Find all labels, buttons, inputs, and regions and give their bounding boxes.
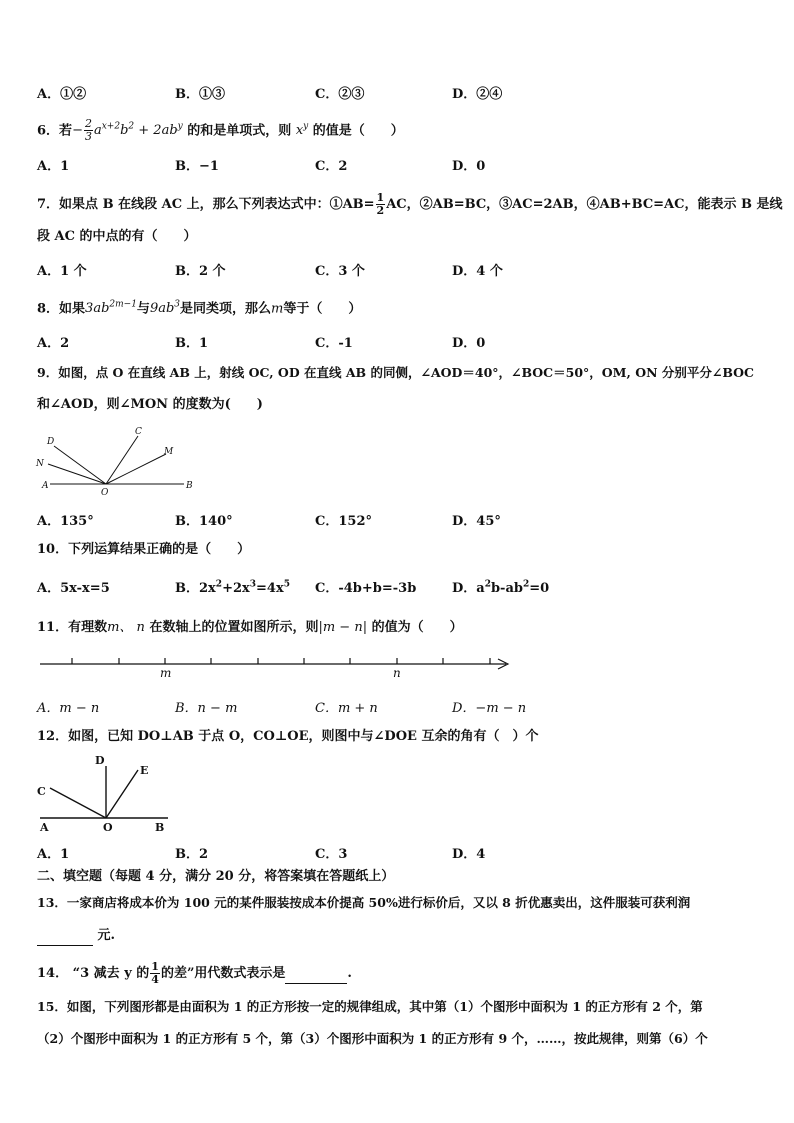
q12-option-d[interactable]: D．4 — [452, 847, 486, 862]
q6-option-a[interactable]: A．1 — [37, 159, 70, 174]
q7-post: AC，②AB=BC，③AC=2AB，④AB+BC=AC，能表示 B 是线 — [386, 197, 783, 212]
q11-mid: 在数轴上的位置如图所示，则 — [144, 620, 319, 635]
q6-x: x — [295, 123, 304, 139]
q7-option-c[interactable]: C．3 个 — [315, 264, 365, 279]
q7-frac-den: 2 — [376, 204, 385, 217]
q8-t1: 3ab — [85, 301, 110, 317]
q8-pre: 8．如果 — [37, 301, 86, 317]
q10-option-b[interactable] — [175, 577, 290, 596]
q6-xy — [296, 123, 308, 138]
q11-number-line — [36, 650, 514, 682]
q7-question-line1 — [37, 191, 783, 217]
q8-option-d[interactable]: D．0 — [452, 336, 486, 351]
q6-xy-exp: y — [303, 122, 309, 132]
q10-b-pre: B．2x — [175, 581, 216, 596]
q9-option-b[interactable]: B．140° — [175, 514, 233, 529]
q15-question-line2: （2）个图形中面积为 1 的正方形有 5 个，第（3）个图形中面积为 1 的正方形有 9 个，……，按此规律，则第（6）个 — [37, 1031, 708, 1046]
q7-question-line2: 段 AC 的中点的有（ ） — [37, 229, 197, 244]
q12-ray-oe — [106, 770, 138, 818]
q8-t2: 9ab — [149, 301, 175, 317]
q7-pre: 7．如果点 B 在线段 AC 上，那么下列表达式中：①AB= — [37, 197, 375, 212]
q6-sign: − — [72, 123, 83, 139]
q9-figure — [34, 422, 204, 498]
q12-label-a: A — [40, 821, 49, 834]
q12-label-b: B — [155, 821, 165, 834]
q10-option-c[interactable]: C．-4b+b=-3b — [315, 581, 417, 596]
q11-option-c[interactable]: C．m + n — [315, 701, 378, 716]
q11-pre: 11．有理数 — [37, 620, 108, 635]
q9-option-a[interactable]: A．135° — [37, 514, 94, 529]
q9-option-c[interactable]: C．152° — [315, 514, 372, 529]
q5-option-a[interactable]: A．①② — [37, 87, 87, 102]
q11-question — [37, 619, 764, 637]
q8-term2 — [150, 301, 180, 316]
q8-post: 等于（ ） — [283, 301, 362, 317]
q10-d-post: =0 — [529, 581, 550, 596]
q7-options — [37, 260, 737, 278]
q12-figure — [34, 750, 174, 836]
q8-t1-exp: 2m−1 — [109, 300, 137, 310]
q5-option-c[interactable]: C．②③ — [315, 87, 365, 102]
q11-options — [37, 697, 737, 715]
q8-mid2: 是同类项，那么 — [180, 301, 272, 317]
q10-b-e1: 2 — [215, 579, 223, 590]
q11-post: 的值为（ ） — [367, 620, 463, 635]
q9-label-c: C — [135, 427, 142, 437]
q10-b-e3: 5 — [283, 579, 290, 590]
q9-ray-oc — [106, 436, 138, 484]
q12-question: 12．如图，已知 DO⊥AB 于点 O，CO⊥OE，则图中与∠DOE 互余的角有（ ）个 — [37, 729, 539, 744]
q7-fraction — [376, 192, 386, 217]
q6-exp-y: y — [177, 122, 183, 132]
q9-question-line1: 9．如图，点 O 在直线 AB 上，射线 OC, OD 在直线 AB 的同侧，∠AOD＝40°，∠BOC＝50°，OM, ON 分别平分∠BOC — [37, 365, 754, 380]
q8-var-m: m — [271, 301, 284, 317]
q6-question — [37, 118, 764, 143]
q6-number: 6． — [37, 123, 60, 139]
section2-title: 二、填空题（每题 4 分，满分 20 分，将答案填在答题纸上） — [37, 869, 395, 884]
q11-label-m: m — [160, 666, 172, 680]
q6-pre: 若 — [59, 123, 73, 139]
q12-option-c[interactable]: C．3 — [315, 847, 348, 862]
q6-expression — [72, 117, 183, 144]
q10-option-d[interactable] — [452, 577, 549, 596]
q14-frac-num: 1 — [151, 960, 159, 973]
q12-options — [37, 843, 737, 861]
q8-options — [37, 332, 737, 350]
q6-mid: 的和是单项式，则 — [182, 123, 296, 139]
q13-question-line1: 13．一家商店将成本价为 100 元的某件服装按成本价提高 50%进行标价后，又以 8 折优惠卖出，这件服装可获利润 — [37, 895, 691, 910]
q12-label-d: D — [95, 754, 105, 767]
q14-fraction — [150, 961, 160, 986]
q12-option-b[interactable]: B．2 — [175, 847, 209, 862]
q6-option-b[interactable]: B．−1 — [175, 159, 219, 174]
q9-question-line2: 和∠AOD，则∠MON 的度数为( ) — [37, 397, 263, 412]
q6-options — [37, 155, 737, 173]
q5-option-b[interactable]: B．①③ — [175, 87, 225, 102]
q14-end: . — [347, 966, 352, 981]
q6-base-b: b — [120, 123, 129, 139]
q11-label-n: n — [393, 666, 401, 680]
q14-frac-den: 4 — [151, 973, 159, 986]
q8-question — [37, 296, 764, 318]
q6-base-a: a — [93, 123, 102, 139]
q10-b-mid: +2x — [222, 581, 250, 596]
q8-option-b[interactable]: B．1 — [175, 336, 209, 351]
q7-option-d[interactable]: D．4 个 — [452, 264, 503, 279]
q8-mid: 与 — [136, 301, 150, 317]
q9-label-m: M — [164, 447, 174, 457]
q9-label-a: A — [42, 481, 49, 491]
q8-option-a[interactable]: A．2 — [37, 336, 70, 351]
q11-option-a[interactable]: A．m − n — [37, 701, 100, 716]
q6-frac-num: 2 — [84, 117, 92, 131]
q9-label-o: O — [101, 488, 109, 498]
q5-options — [37, 83, 737, 101]
q14-post: 的差”用代数式表示是 — [160, 966, 286, 981]
q10-d-pre: D．a — [452, 581, 485, 596]
q10-b-mid2: =4x — [256, 581, 284, 596]
q13-unit: 元. — [93, 928, 116, 943]
q10-b-e2: 3 — [249, 579, 257, 590]
q9-option-d[interactable]: D．45° — [452, 514, 501, 529]
q10-d-e1: 2 — [484, 579, 491, 590]
q12-label-o: O — [103, 821, 113, 834]
q7-option-a[interactable]: A．1 个 — [37, 264, 87, 279]
q8-option-c[interactable]: C．-1 — [315, 336, 353, 351]
q10-option-a[interactable]: A．5x-x=5 — [37, 581, 110, 596]
q9-ray-od — [54, 446, 106, 484]
q9-label-d: D — [47, 437, 55, 447]
q6-frac-den: 3 — [84, 130, 92, 144]
q6-exp-2: 2 — [128, 122, 135, 132]
q12-ray-oc — [50, 788, 106, 818]
q13-answer-blank[interactable] — [37, 927, 93, 946]
q10-d-mid: b-ab — [490, 581, 523, 596]
q6-post: 的值是（ ） — [308, 123, 404, 139]
q6-plus-term: + 2ab — [134, 123, 178, 139]
q7-frac-num: 1 — [376, 191, 385, 204]
q5-option-d[interactable]: D．②④ — [452, 87, 503, 102]
q11-abs: |m − n| — [318, 620, 368, 635]
q9-label-n: N — [36, 459, 44, 469]
q12-option-a[interactable]: A．1 — [37, 847, 70, 862]
q6-exp-x2: x+2 — [101, 122, 121, 132]
q9-ray-om — [106, 454, 166, 484]
q8-t2-exp: 3 — [174, 300, 181, 310]
q13-question-line2 — [37, 927, 764, 946]
q11-option-d[interactable]: D．−m − n — [452, 701, 527, 716]
q12-label-c: C — [37, 785, 46, 798]
q10-d-e2: 2 — [522, 579, 530, 590]
q14-question — [37, 961, 764, 986]
q12-label-e: E — [140, 764, 149, 777]
q14-pre: 14． “3 减去 y 的 — [37, 966, 150, 981]
q9-ray-on — [48, 464, 106, 484]
q11-vars: m、 n — [107, 620, 145, 635]
q9-label-b: B — [186, 481, 193, 491]
q6-fraction — [84, 118, 93, 143]
q9-options — [37, 510, 737, 528]
q14-answer-blank[interactable] — [285, 965, 347, 984]
q6-option-c[interactable]: C．2 — [315, 159, 348, 174]
q8-term1 — [85, 301, 137, 316]
q6-option-d[interactable]: D．0 — [452, 159, 486, 174]
q11-option-b[interactable]: B．n − m — [175, 701, 238, 716]
q10-question: 10．下列运算结果正确的是（ ） — [37, 542, 251, 557]
q7-option-b[interactable]: B．2 个 — [175, 264, 226, 279]
q15-question-line1: 15．如图，下列图形都是由面积为 1 的正方形按一定的规律组成，其中第（1）个图形中面积为 1 的正方形有 2 个，第 — [37, 999, 703, 1014]
q10-options — [37, 577, 737, 595]
